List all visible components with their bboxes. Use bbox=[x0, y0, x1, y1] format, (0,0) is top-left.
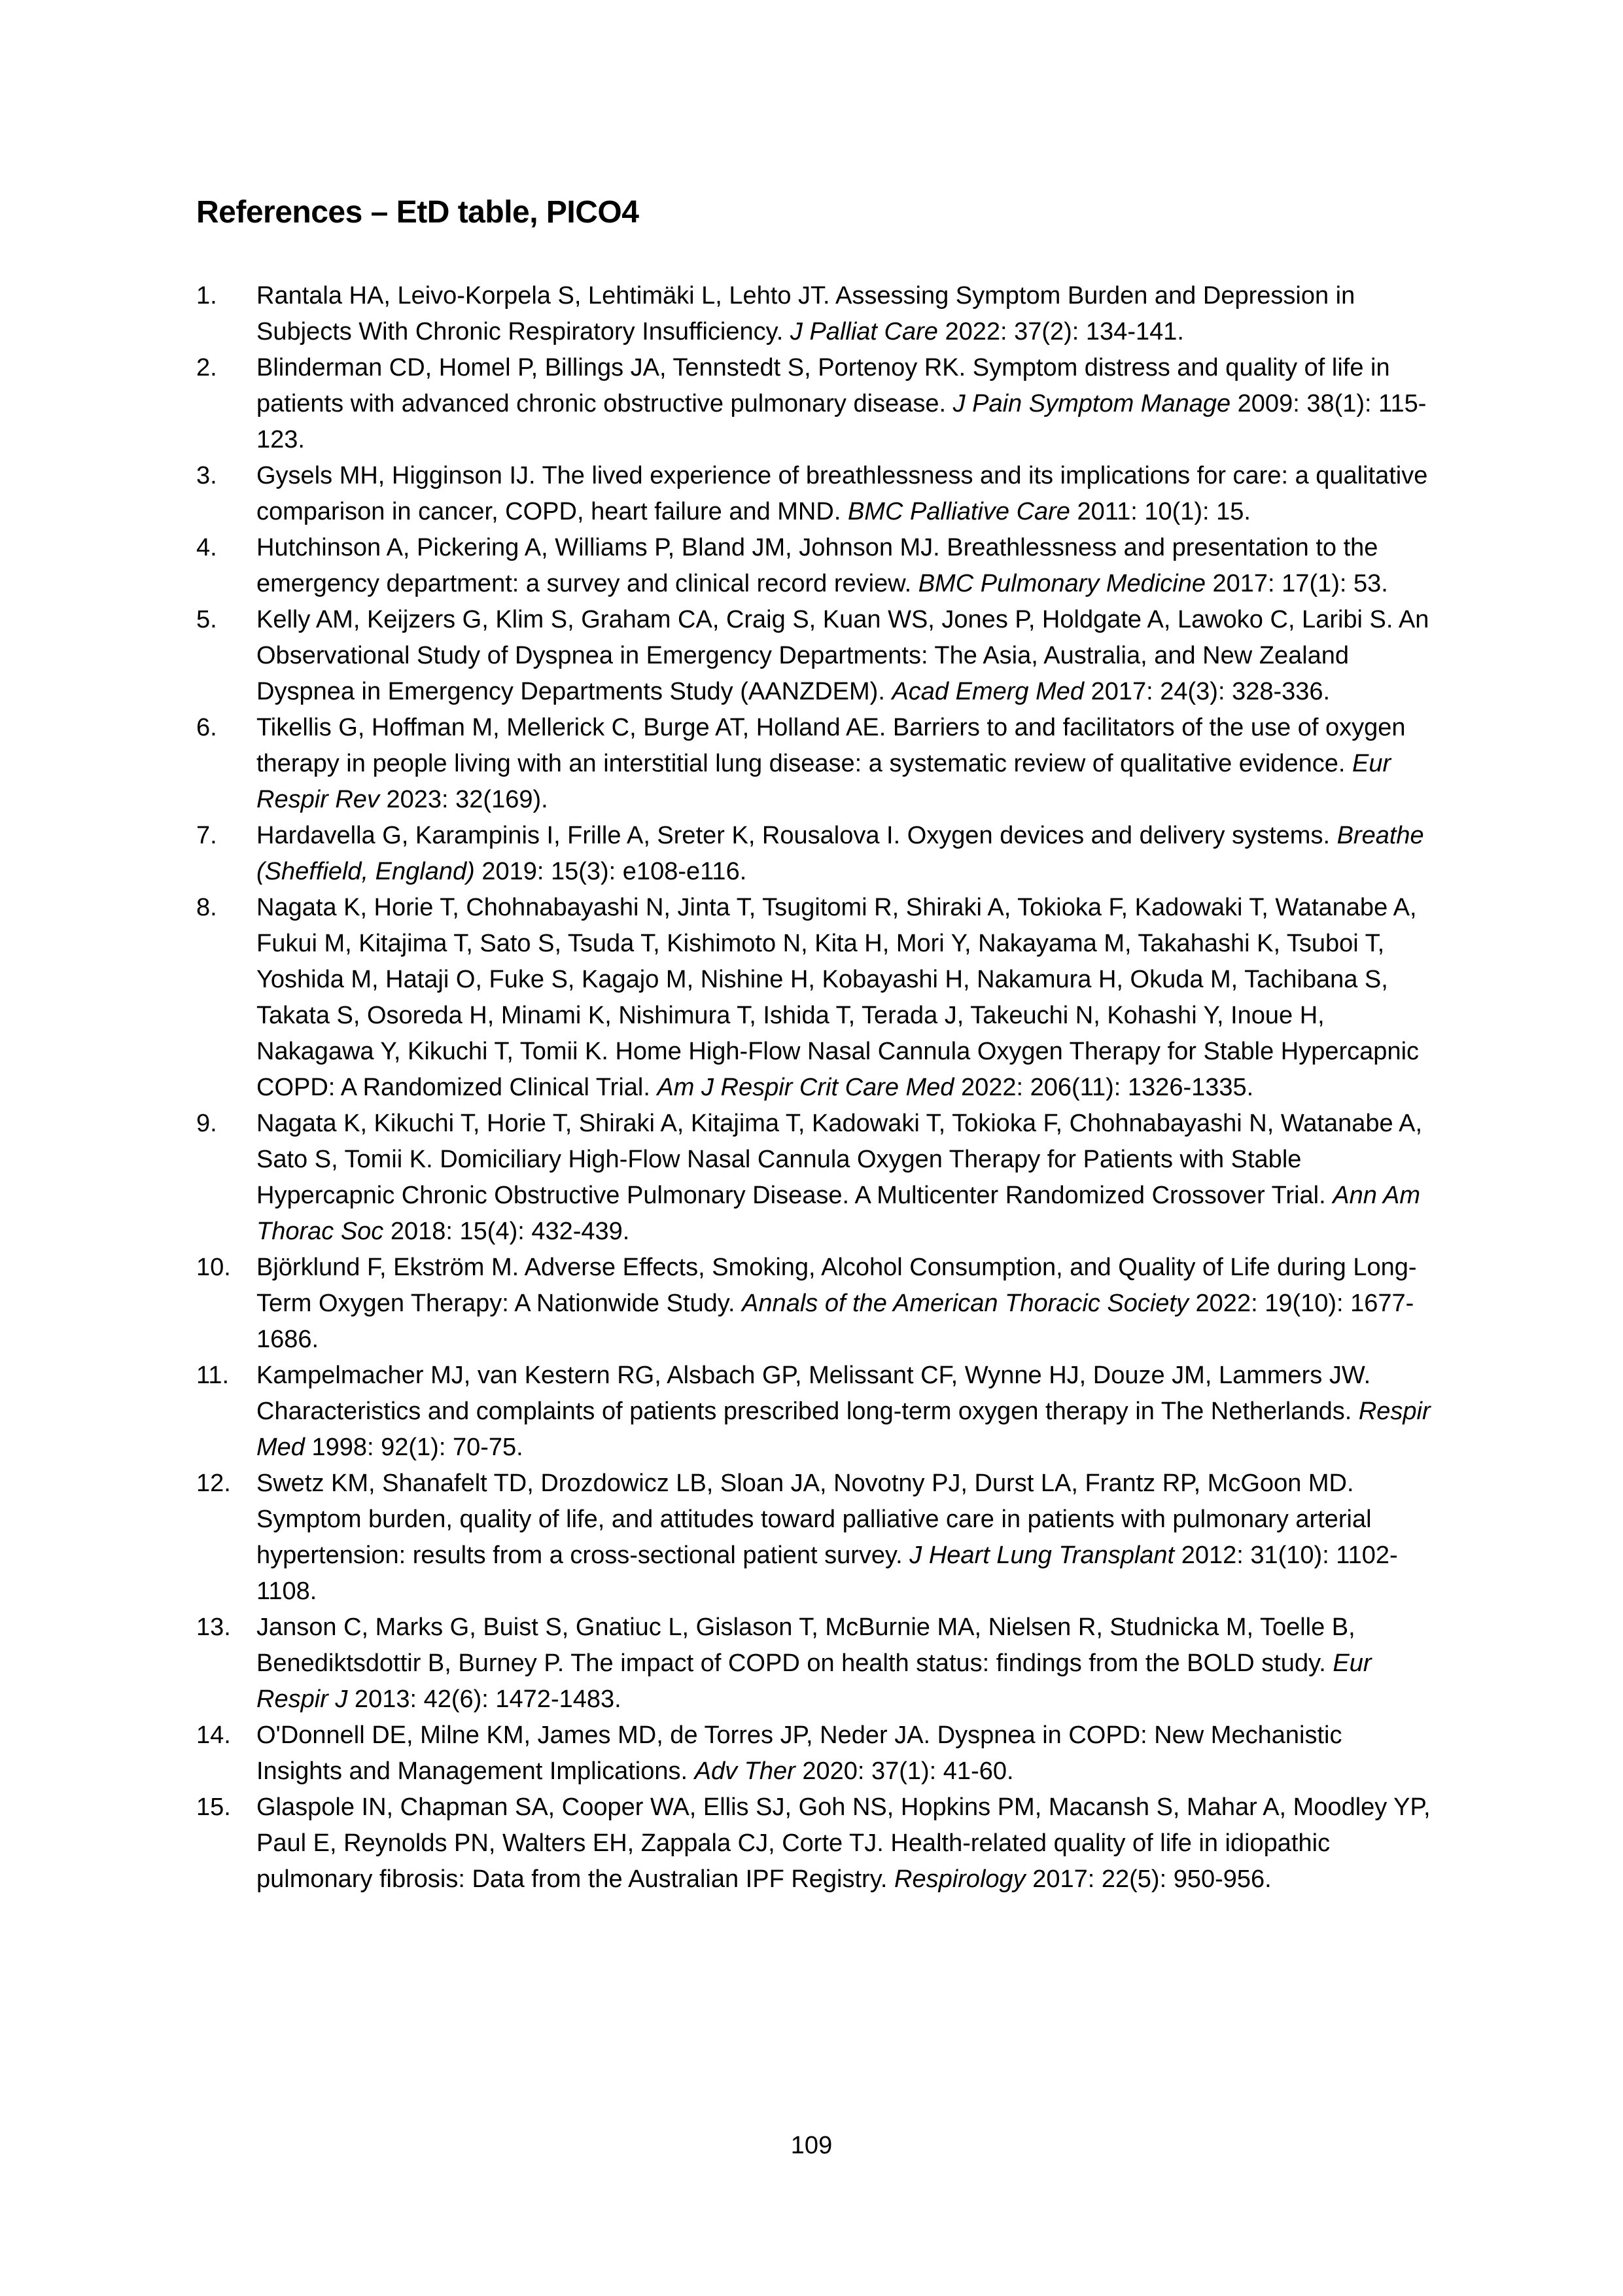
reference-item bbox=[196, 278, 1434, 350]
page-content bbox=[196, 196, 1434, 1898]
reference-number: 11. bbox=[196, 1362, 230, 1389]
reference-item bbox=[196, 818, 1434, 890]
reference-item bbox=[196, 710, 1434, 818]
reference-item bbox=[196, 1790, 1434, 1898]
reference-item bbox=[196, 1610, 1434, 1718]
reference-number: 10. bbox=[196, 1254, 231, 1281]
reference-item bbox=[196, 1466, 1434, 1610]
reference-text: O'Donnell DE, Milne KM, James MD, de Torres JP, Neder JA. Dyspnea in COPD: New Mechanistic Insights and Management Implications. Adv Ther 2020: 37(1): 41-60. bbox=[256, 1722, 1342, 1785]
page-title: References – EtD table, PICO4 bbox=[196, 195, 639, 230]
reference-text: Rantala HA, Leivo-Korpela S, Lehtimäki L, Lehto JT. Assessing Symptom Burden and Depression in Subjects With Chronic Respiratory Insufficiency. J Palliat Care 2022: 37(2): 134-141. bbox=[256, 282, 1355, 345]
reference-number: 7. bbox=[196, 822, 217, 849]
reference-number: 14. bbox=[196, 1722, 231, 1749]
reference-number: 4. bbox=[196, 534, 217, 561]
reference-number: 5. bbox=[196, 606, 217, 633]
reference-text: Nagata K, Horie T, Chohnabayashi N, Jinta T, Tsugitomi R, Shiraki A, Tokioka F, Kadowaki T, Watanabe A, Fukui M, Kitajima T, Sato S, Tsuda T, Kishimoto N, Kita H, Mori Y, Nakayama M, Takahashi K, Tsuboi T, Yoshida M, Hataji O, Fuke S, Kagajo M, Nishine H, Kobayashi H, Nakamura H, Okuda M, Tachibana S, Takata S, Osoreda H, Minami K, Nishimura T, Ishida T, Terada J, Takeuchi N, Kohashi Y, Inoue H, Nakagawa Y, Kikuchi T, Tomii K. Home High-Flow Nasal Cannula Oxygen Therapy for Stable Hypercapnic COPD: A Randomized Clinical Trial. Am J Respir Crit Care Med 2022: 206(11): 1326-1335. bbox=[256, 894, 1420, 1101]
reference-text: Glaspole IN, Chapman SA, Cooper WA, Ellis SJ, Goh NS, Hopkins PM, Macansh S, Mahar A, Moodley YP, Paul E, Reynolds PN, Walters EH, Zappala CJ, Corte TJ. Health-related quality of life in idiopathic pulmonary fibrosis: Data from the Australian IPF Registry. Respirology 2017: 22(5): 950-956. bbox=[256, 1793, 1431, 1893]
reference-number: 12. bbox=[196, 1470, 231, 1497]
reference-item bbox=[196, 1250, 1434, 1358]
reference-text: Blinderman CD, Homel P, Billings JA, Tennstedt S, Portenoy RK. Symptom distress and quality of life in patients with advanced chronic obstructive pulmonary disease. J Pain Symptom Manage 2009: 38(1): 115-123. bbox=[256, 354, 1427, 453]
reference-number: 13. bbox=[196, 1614, 231, 1641]
reference-text: Nagata K, Kikuchi T, Horie T, Shiraki A, Kitajima T, Kadowaki T, Tokioka F, Chohnabayashi N, Watanabe A, Sato S, Tomii K. Domiciliary High-Flow Nasal Cannula Oxygen Therapy for Patients with Stable Hypercapnic Chronic Obstructive Pulmonary Disease. A Multicenter Randomized Crossover Trial. Ann Am Thorac Soc 2018: 15(4): 432-439. bbox=[256, 1110, 1423, 1245]
reference-text: Gysels MH, Higginson IJ. The lived experience of breathlessness and its implications for care: a qualitative comparison in cancer, COPD, heart failure and MND. BMC Palliative Care 2011: 10(1): 15. bbox=[256, 462, 1428, 525]
reference-item bbox=[196, 602, 1434, 710]
reference-item bbox=[196, 1106, 1434, 1250]
reference-text: Björklund F, Ekström M. Adverse Effects, Smoking, Alcohol Consumption, and Quality of Life during Long-Term Oxygen Therapy: A Nationwide Study. Annals of the American Thoracic Society 2022: 19(10): 1677-1686. bbox=[256, 1254, 1417, 1353]
reference-number: 2. bbox=[196, 354, 217, 381]
reference-number: 6. bbox=[196, 714, 217, 741]
reference-text: Swetz KM, Shanafelt TD, Drozdowicz LB, Sloan JA, Novotny PJ, Durst LA, Frantz RP, McGoon MD. Symptom burden, quality of life, and attitudes toward palliative care in patients with pulmonary arterial hypertension: results from a cross-sectional patient survey. J Heart Lung Transplant 2012: 31(10): 1102-1108. bbox=[256, 1470, 1398, 1605]
reference-text: Kelly AM, Keijzers G, Klim S, Graham CA, Craig S, Kuan WS, Jones P, Holdgate A, Lawoko C, Laribi S. An Observational Study of Dyspnea in Emergency Departments: The Asia, Australia, and New Zealand Dyspnea in Emergency Departments Study (AANZDEM). Acad Emerg Med 2017: 24(3): 328-336. bbox=[256, 606, 1429, 705]
reference-number: 1. bbox=[196, 282, 217, 309]
reference-text: Hardavella G, Karampinis I, Frille A, Sreter K, Rousalova I. Oxygen devices and delivery systems. Breathe (Sheffield, England) 2019: 15(3): e108-e116. bbox=[256, 822, 1424, 885]
reference-text: Janson C, Marks G, Buist S, Gnatiuc L, Gislason T, McBurnie MA, Nielsen R, Studnicka M, Toelle B, Benediktsdottir B, Burney P. The impact of COPD on health status: findings from the BOLD study. Eur Respir J 2013: 42(6): 1472-1483. bbox=[256, 1614, 1372, 1713]
page-number: 109 bbox=[790, 2132, 833, 2159]
reference-number: 9. bbox=[196, 1110, 217, 1137]
reference-item bbox=[196, 530, 1434, 602]
reference-number: 8. bbox=[196, 894, 217, 921]
reference-item bbox=[196, 350, 1434, 458]
reference-text: Tikellis G, Hoffman M, Mellerick C, Burge AT, Holland AE. Barriers to and facilitators of the use of oxygen therapy in people living with an interstitial lung disease: a systematic review of qualitative evidence. Eur Respir Rev 2023: 32(169). bbox=[256, 714, 1406, 813]
reference-item bbox=[196, 1358, 1434, 1466]
reference-item bbox=[196, 458, 1434, 530]
reference-number: 3. bbox=[196, 462, 217, 489]
reference-text: Hutchinson A, Pickering A, Williams P, Bland JM, Johnson MJ. Breathlessness and presentation to the emergency department: a survey and clinical record review. BMC Pulmonary Medicine 2017: 17(1): 53. bbox=[256, 534, 1388, 597]
reference-number: 15. bbox=[196, 1793, 231, 1821]
reference-item bbox=[196, 1718, 1434, 1790]
references-list bbox=[196, 278, 1434, 1898]
reference-item bbox=[196, 890, 1434, 1106]
reference-text: Kampelmacher MJ, van Kestern RG, Alsbach GP, Melissant CF, Wynne HJ, Douze JM, Lammers JW. Characteristics and complaints of patients prescribed long-term oxygen therapy in The Netherlands. Respir Med 1998: 92(1): 70-75. bbox=[256, 1362, 1431, 1461]
